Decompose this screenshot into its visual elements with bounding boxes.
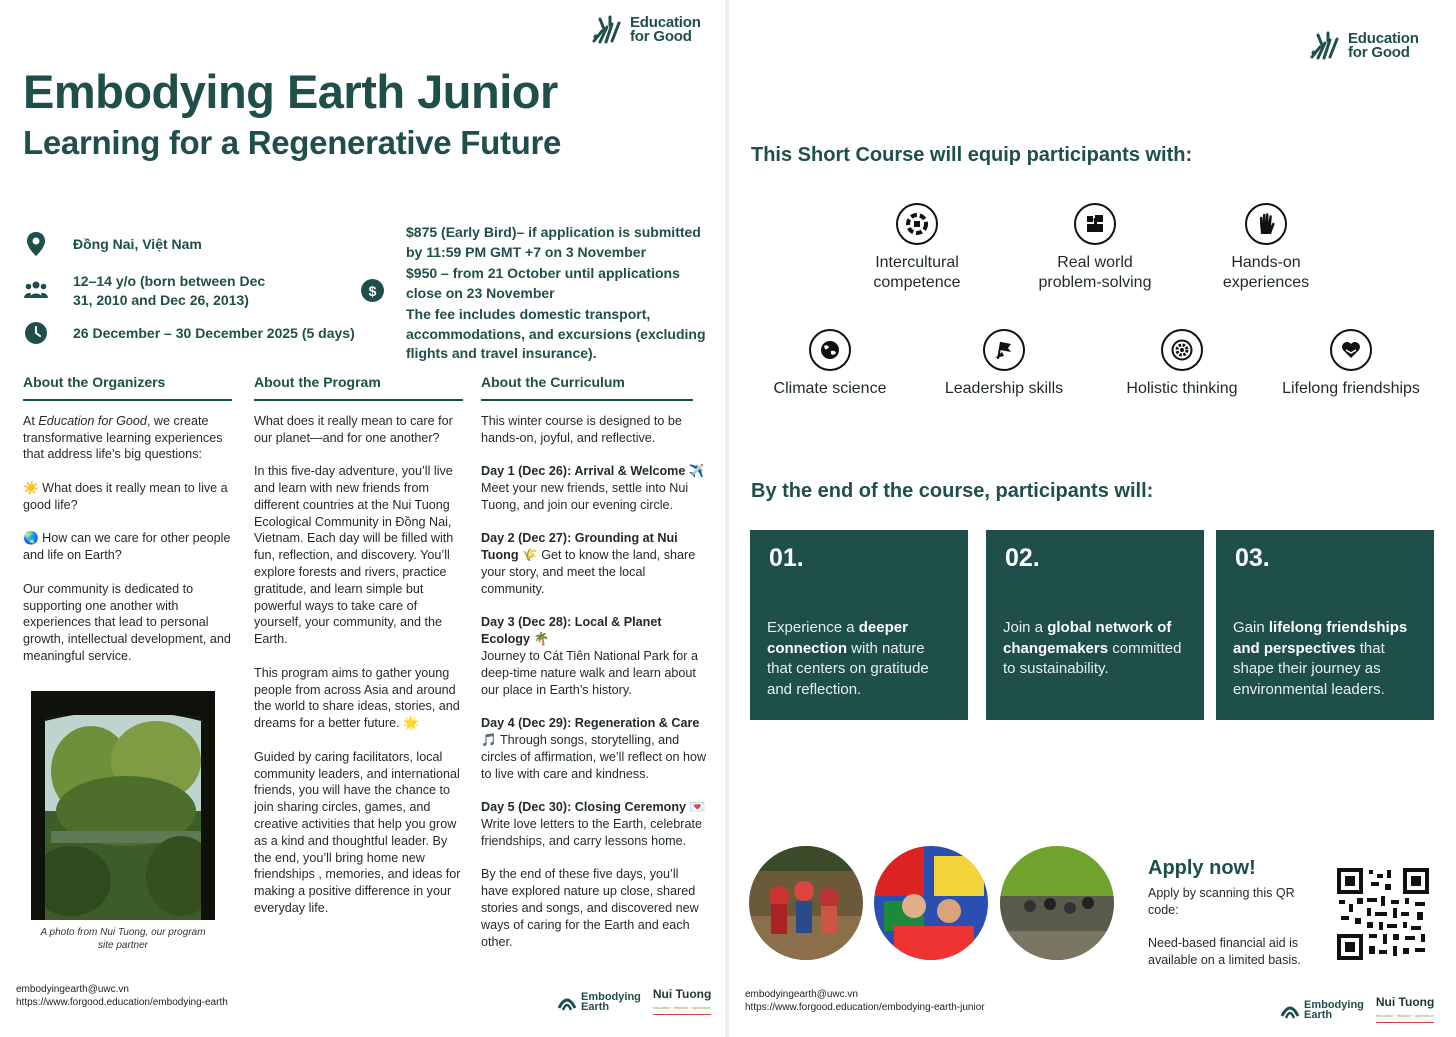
skill-hands-on: Hands-on experiences: [1206, 203, 1326, 292]
contact-email-right[interactable]: embodyingearth@uwc.vn: [745, 989, 858, 1000]
skill-climate-science: Climate science: [760, 329, 900, 399]
brand-leaf-icon: [590, 15, 624, 45]
curriculum-outro: By the end of these five days, you’ll have explored nature up close, shared stories and songs, and discovered new ways of caring for the Earth and each other.: [481, 867, 699, 949]
fee-early-bird: $875 (Early Bird)– if application is submitted by 11:59 PM GMT +7 on 3 November: [406, 224, 701, 260]
partner-logos: [557, 988, 711, 1015]
brand-logo-right: Education for Good: [1308, 31, 1419, 61]
organizers-mission: Our community is dedicated to supporting one another with experiences that lead to personal growth, intellectual development, and meaningful service.: [23, 581, 231, 663]
nui-tuong-logo: Nui Tuong education · lifeplace · agriculture: [653, 988, 711, 1015]
left-footer: [16, 983, 228, 1009]
curriculum-day-2: Day 2 (Dec 27): Grounding at Nui Tuong 🌾 Get to know the land, share your story, and meet the local community.: [481, 531, 696, 596]
embodying-earth-logo: Embodying Earth: [557, 992, 641, 1012]
skill-friendships: Lifelong friendships: [1271, 329, 1431, 399]
curriculum-day-3: Day 3 (Dec 28): Local & Planet Ecology 🌴 Journey to Cát Tiên National Park for a deep-time nature walk and learn about our place in Earth’s history.: [481, 615, 699, 697]
program-p2: In this five-day adventure, you’ll live and learn with new friends from different countries at the Nui Tuong Ecological Community in Đồng Nai, Vietnam. Each day will be filled with fun, reflection, and discovery. You’ll explore forests and rivers, practice gratitude, and learn simple but powerful ways to take care of yourself, your community, and the Earth.: [254, 464, 454, 647]
program-p3: This program aims to gather young people from across Asia and around the world to share ideas, stories, and dreams for a better future. 🌟: [254, 665, 460, 731]
program-column: [254, 374, 463, 934]
brand-name-2: for Good: [630, 28, 692, 45]
hand-icon: [1254, 212, 1278, 236]
nui-tuong-photo: [31, 691, 215, 920]
photo-caption: A photo from Nui Tuong, our program site partner: [40, 927, 206, 951]
outcome-card-3: 03. Gain lifelong friendships and perspectives that shape their journey as environmental leaders.: [1216, 530, 1434, 720]
curriculum-heading: About the Curriculum: [481, 374, 693, 401]
outcome-card-1: 01. Experience a deeper connection with nature that centers on gratitude and reflection.: [750, 530, 968, 720]
organizers-question-2: 🌏 How can we care for other people and life on Earth?: [23, 531, 231, 563]
curriculum-day-1: Day 1 (Dec 26): Arrival & Welcome ✈️ Meet your new friends, settle into Nui Tuong, and join our evening circle.: [481, 464, 705, 512]
page-title: Embodying Earth Junior: [23, 65, 558, 118]
right-footer: [745, 988, 985, 1014]
brand-name-1: Education: [630, 14, 701, 31]
age-text-1: 12–14 y/o (born between Dec: [73, 273, 266, 289]
apply-heading: Apply now!: [1148, 857, 1256, 879]
embodying-earth-icon: [557, 992, 577, 1012]
organizers-heading: About the Organizers: [23, 374, 232, 401]
application-qr-code[interactable]: [1337, 868, 1429, 960]
fee-info: [406, 223, 711, 366]
curriculum-column: [481, 374, 709, 967]
location-text: Đồng Nai, Việt Nam: [73, 236, 202, 252]
apply-instructions: Apply by scanning this QR code: Need-based financial aid is available on a limited basis.: [1148, 886, 1301, 967]
skill-intercultural: Intercultural competence: [857, 203, 977, 292]
right-page: [729, 0, 1456, 1037]
embodying-earth-icon: [1280, 1000, 1300, 1020]
curriculum-intro: This winter course is designed to be hands-on, joyful, and reflective.: [481, 413, 682, 445]
curriculum-day-4: Day 4 (Dec 29): Regeneration & Care 🎵 Through songs, storytelling, and circles of affirmation, we’ll reflect on how to live with care and kindness.: [481, 716, 707, 781]
program-p1: What does it really mean to care for our planet—and for one another?: [254, 413, 453, 445]
nui-tuong-logo: Nui Tuong education · lifeplace · agriculture: [1376, 996, 1434, 1023]
fee-regular: $950 – from 21 October until applications close on 23 November: [406, 265, 680, 301]
organizers-question-1: ☀️ What does it really mean to live a good life?: [23, 480, 228, 512]
brand-leaf-icon: [1308, 31, 1342, 61]
program-p4: Guided by caring facilitators, local community leaders, and international friends, you will have the chance to join sharing circles, games, and creative activities that help you grow as a kind and thoughtful leader. By the end, you’ll bring home new friendships , memories, and ideas for making a positive difference in your everyday life.: [254, 749, 461, 915]
equip-heading: This Short Course will equip participants with:: [751, 144, 1193, 166]
skill-holistic: Holistic thinking: [1112, 329, 1252, 399]
organizers-column: [23, 374, 232, 682]
location-row: [23, 231, 202, 257]
page-subtitle: Learning for a Regenerative Future: [23, 124, 562, 161]
skill-leadership: Leadership skills: [934, 329, 1074, 399]
age-text-2: 31, 2010 and Dec 26, 2013): [73, 292, 249, 308]
website-link-right[interactable]: https://www.forgood.education/embodying-earth-junior: [745, 1002, 985, 1013]
brand-logo: [590, 15, 701, 45]
group-photo-3: [1000, 846, 1114, 960]
organizers-intro: At Education for Good, we create transformative learning experiences that address life’s big questions:: [23, 413, 223, 462]
contact-email[interactable]: embodyingearth@uwc.vn: [16, 984, 129, 995]
partner-logos-right: [1280, 996, 1434, 1023]
outcome-card-2: 02. Join a global network of changemakers committed to sustainability.: [986, 530, 1204, 720]
curriculum-day-5: Day 5 (Dec 30): Closing Ceremony 💌 Write love letters to the Earth, celebrate friendships, and carry lessons home.: [481, 800, 706, 848]
heart-hands-icon: [1339, 338, 1363, 362]
skill-problem-solving: Real world problem-solving: [1025, 203, 1165, 292]
puzzle-icon: [1083, 212, 1107, 236]
left-page: [0, 0, 725, 1037]
dollar-icon: $: [361, 279, 384, 302]
circle-hands-icon: [905, 212, 929, 236]
earth-icon: [818, 338, 842, 362]
gear-icon: [1170, 338, 1194, 362]
dates-row: [23, 321, 355, 345]
group-photo-1: [749, 846, 863, 960]
fee-includes: The fee includes domestic transport, accommodations, and excursions (excluding flights and travel insurance).: [406, 306, 706, 361]
group-photo-2: [874, 846, 988, 960]
dates-text: 26 December – 30 December 2025 (5 days): [73, 325, 355, 341]
outcomes-heading: By the end of the course, participants will:: [751, 480, 1154, 502]
age-row: [23, 272, 265, 310]
website-link[interactable]: https://www.forgood.education/embodying-earth: [16, 997, 228, 1008]
people-icon: [24, 280, 48, 298]
flag-icon: [992, 338, 1016, 362]
program-heading: About the Program: [254, 374, 463, 401]
clock-icon: [24, 321, 48, 345]
location-pin-icon: [26, 231, 46, 257]
embodying-earth-logo: Embodying Earth: [1280, 1000, 1364, 1020]
